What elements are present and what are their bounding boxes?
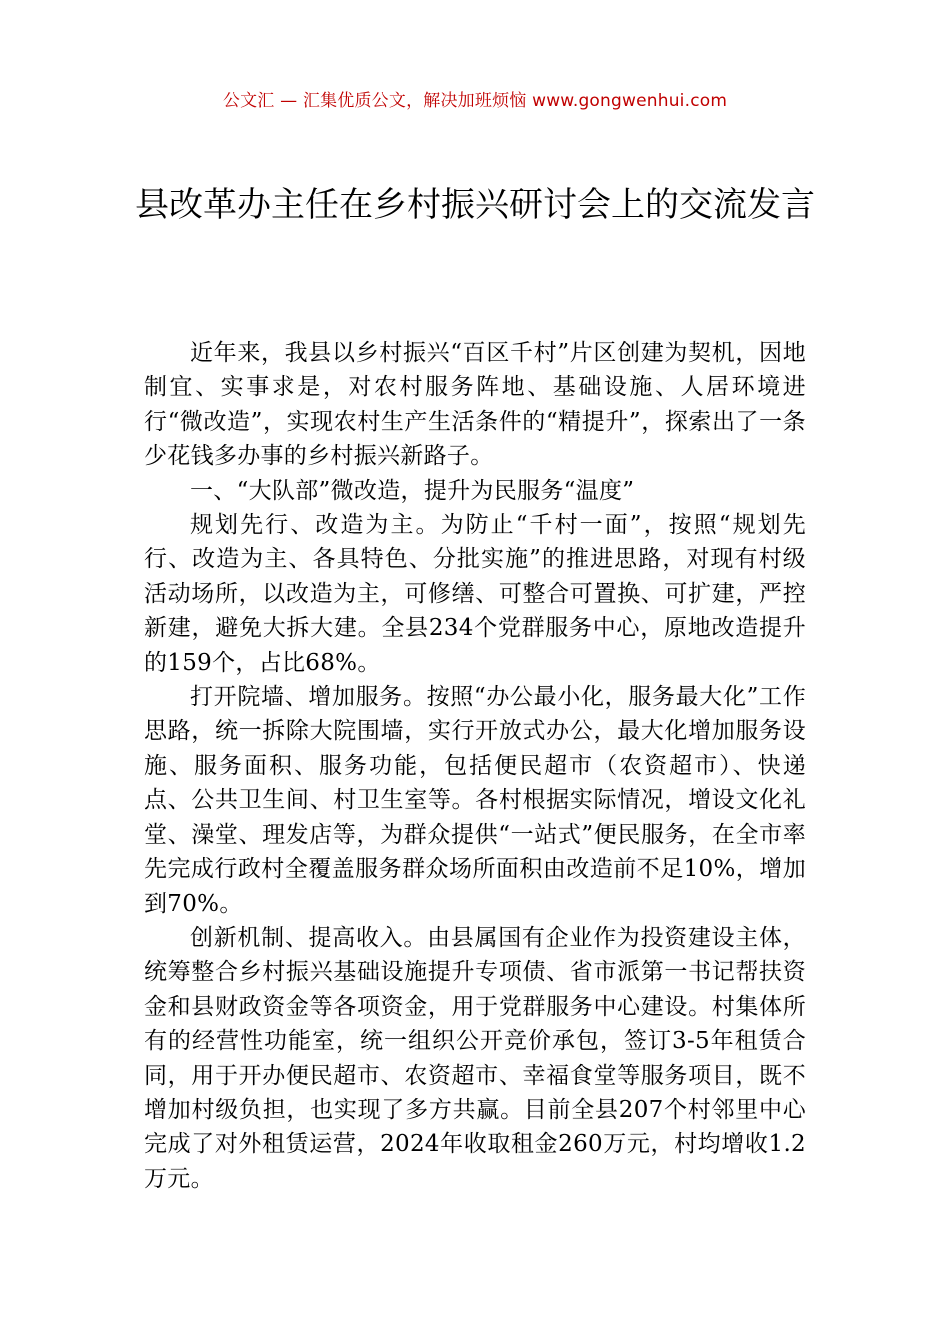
document-body (144, 336, 806, 1196)
paragraph-intro: 近年来，我县以乡村振兴“百区千村”片区创建为契机，因地制宜、实事求是，对农村服务阵地、基础设施、人居环境进行“微改造”，实现农村生产生活条件的“精提升”，探索出了一条少花钱多办事的乡村振兴新路子。 (144, 340, 806, 470)
paragraph-services: 打开院墙、增加服务。按照“办公最小化，服务最大化”工作思路，统一拆除大院围墙，实行开放式办公，最大化增加服务设施、服务面积、服务功能，包括便民超市（农资超市）、快递点、公共卫生间、村卫生室等。各村根据实际情况，增设文化礼堂、澡堂、理发店等，为群众提供“一站式”便民服务，在全市率先完成行政村全覆盖服务群众场所面积由改造前不足10%，增加到70%。 (144, 684, 806, 917)
paragraph-planning: 规划先行、改造为主。为防止“千村一面”，按照“规划先行、改造为主、各具特色、分批实施”的推进思路，对现有村级活动场所，以改造为主，可修缮、可整合可置换、可扩建，严控新建，避免大拆大建。全县234个党群服务中心，原地改造提升的159个，占比68%。 (144, 512, 806, 676)
site-header-banner: 公文汇 — 汇集优质公文，解决加班烦恼 www.gongwenhui.com (222, 91, 728, 111)
section-heading-1: 一、“大队部”微改造，提升为民服务“温度” (190, 477, 635, 504)
paragraph-income: 创新机制、提高收入。由县属国有企业作为投资建设主体，统筹整合乡村振兴基础设施提升专项债、省市派第一书记帮扶资金和县财政资金等各项资金，用于党群服务中心建设。村集体所有的经营性功能室，统一组织公开竞价承包，签订3-5年租赁合同，用于开办便民超市、农资超市、幸福食堂等服务项目，既不增加村级负担，也实现了多方共赢。目前全县207个村邻里中心完成了对外租赁运营，2024年收取租金260万元，村均增收1.2万元。 (144, 924, 806, 1192)
document-title: 县改革办主任在乡村振兴研讨会上的交流发言 (135, 185, 815, 225)
